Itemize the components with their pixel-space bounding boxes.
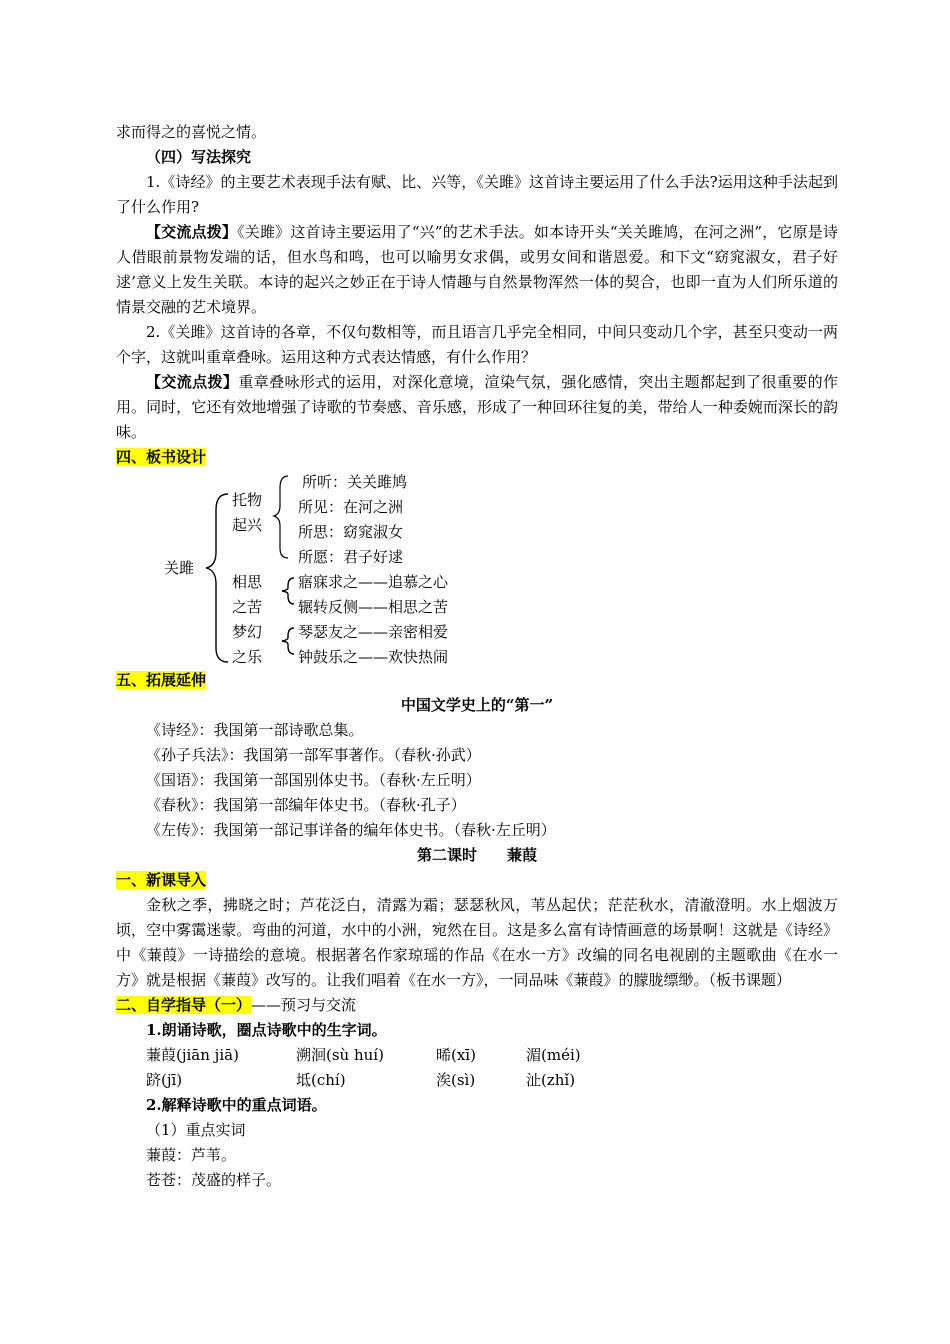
board-item: 钟鼓乐之——欢快热闹 bbox=[298, 648, 449, 666]
document-page bbox=[116, 120, 838, 1193]
word-definition: 苍苍：茂盛的样子。 bbox=[146, 1171, 282, 1189]
question-1: 1.《诗经》的主要艺术表现手法有赋、比、兴等，《关雎》这首诗主要运用了什么手法?运用这种手法起到了什么作用? bbox=[116, 173, 838, 216]
firsts-item: 《孙子兵法》：我国第一部军事著作。（春秋·孙武） bbox=[146, 746, 481, 764]
section-heading-self-study: 二、自学指导（一） bbox=[116, 996, 252, 1014]
board-item: 寤寐求之——追慕之心 bbox=[298, 573, 449, 591]
section-heading-intro: 一、新课导入 bbox=[116, 871, 207, 889]
task-1: 1.朗诵诗歌，圈点诗歌中的生字词。 bbox=[146, 1021, 387, 1039]
answer-2 bbox=[116, 370, 838, 445]
board-group2-a: 相思 bbox=[232, 573, 263, 591]
firsts-title: 中国文学史上的“第一” bbox=[400, 696, 554, 714]
board-group1-b: 起兴 bbox=[232, 516, 263, 534]
board-item: 所愿：君子好逑 bbox=[298, 548, 404, 566]
pinyin-item: 沚(zhǐ) bbox=[526, 1071, 576, 1089]
board-diagram bbox=[116, 470, 838, 668]
pinyin-item: 晞(xī) bbox=[436, 1046, 476, 1064]
brace-lines bbox=[116, 470, 838, 668]
pinyin-row bbox=[116, 1043, 838, 1068]
answer-label: 【交流点拨】 bbox=[146, 223, 238, 241]
firsts-item: 《左传》：我国第一部记事详备的编年体史书。（春秋·左丘明） bbox=[146, 821, 556, 839]
section-heading-tail: ——预习与交流 bbox=[251, 996, 357, 1014]
board-root: 关雎 bbox=[164, 559, 195, 577]
firsts-item: 《春秋》：我国第一部编年体史书。（春秋·孔子） bbox=[146, 796, 466, 814]
section-heading-board: 四、板书设计 bbox=[116, 448, 207, 466]
pinyin-item: 蒹葭(jiān jiā) bbox=[146, 1046, 239, 1064]
pinyin-item: 湄(méi) bbox=[526, 1046, 581, 1064]
board-group1-a: 托物 bbox=[232, 491, 263, 509]
board-item: 琴瑟友之——亲密相爱 bbox=[298, 623, 449, 641]
board-item: 所见：在河之洲 bbox=[298, 498, 404, 516]
pinyin-item: 涘(sì) bbox=[436, 1071, 476, 1089]
board-item: 所听：关关雎鸠 bbox=[302, 473, 408, 491]
board-item: 所思：窈窕淑女 bbox=[298, 523, 404, 541]
board-group3-a: 梦幻 bbox=[232, 623, 263, 641]
text-line: 求而得之的喜悦之情。 bbox=[116, 123, 267, 141]
word-definition: 蒹葭：芦苇。 bbox=[146, 1146, 237, 1164]
sub-heading: （1）重点实词 bbox=[146, 1121, 246, 1139]
answer-text: 重章叠咏形式的运用，对深化意境，渲染气氛，强化感情，突出主题都起到了很重要的作用。同时，它还有效地增强了诗歌的节奏感、音乐感，形成了一种回环往复的美，带给人一种委婉而深长的韵味。 bbox=[116, 373, 838, 441]
pinyin-item: 跻(jī) bbox=[146, 1071, 183, 1089]
answer-label: 【交流点拨】 bbox=[146, 373, 239, 391]
answer-1 bbox=[116, 220, 838, 320]
section-heading-extend: 五、拓展延伸 bbox=[116, 671, 207, 689]
task-2: 2.解释诗歌中的重点词语。 bbox=[146, 1096, 327, 1114]
pinyin-row bbox=[116, 1068, 838, 1093]
answer-text: 《关雎》这首诗主要运用了“兴”的艺术手法。如本诗开头“关关雎鸠，在河之洲”，它原是诗人借眼前景物发端的话，但水鸟和鸣，也可以喻男女求偶，或男女间和谐恩爱。和下文“窈窕淑女，君子好逑’意义上发生关联。本诗的起兴之妙正在于诗人情趣与自然景物浑然一体的契合，也即一直为人们所乐道的情景交融的艺术境界。 bbox=[116, 223, 838, 316]
board-group2-b: 之苦 bbox=[232, 598, 263, 616]
pinyin-item: 坻(chí) bbox=[296, 1071, 346, 1089]
firsts-item: 《国语》：我国第一部国别体史书。（春秋·左丘明） bbox=[146, 771, 481, 789]
question-2: 2.《关雎》这首诗的各章，不仅句数相等，而且语言几乎完全相同，中间只变动几个字，甚至只变动一两个字，这就叫重章叠咏。运用这种方式表达情感，有什么作用？ bbox=[116, 323, 838, 366]
intro-paragraph: 金秋之季，拂晓之时；芦花泛白，清露为霜；瑟瑟秋风，苇丛起伏；茫茫秋水，清澈澄明。水上烟波万顷，空中雾霭迷蒙。弯曲的河道，水中的小洲，宛然在目。这是多么富有诗情画意的场景啊！这就是《诗经》中《蒹葭》一诗描绘的意境。根据著名作家琼瑶的作品《在水一方》改编的同名电视剧的主题歌曲《在水一方》就是根据《蒹葭》改写的。让我们唱着《在水一方》，一同品味《蒹葭》的朦胧缥缈。（板书课题） bbox=[116, 896, 838, 989]
board-item: 辗转反侧——相思之苦 bbox=[298, 598, 449, 616]
firsts-item: 《诗经》：我国第一部诗歌总集。 bbox=[146, 721, 364, 739]
lesson-title: 第二课时 蒹葭 bbox=[416, 846, 537, 864]
pinyin-item: 溯洄(sù huí) bbox=[296, 1046, 384, 1064]
subheading-writing-method: （四）写法探究 bbox=[146, 148, 252, 166]
board-group3-b: 之乐 bbox=[232, 648, 263, 666]
